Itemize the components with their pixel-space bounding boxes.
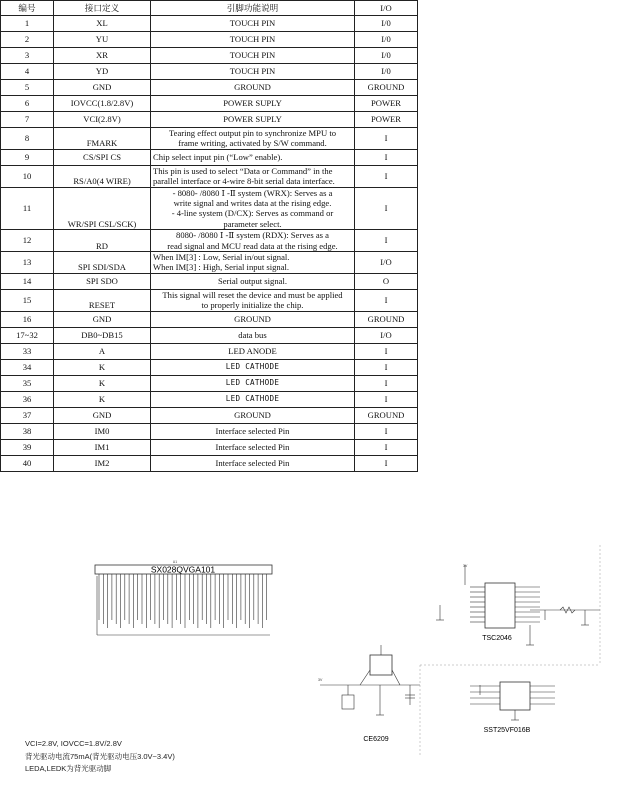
pin-description: [151, 48, 355, 64]
pin-io-type: I: [355, 343, 418, 359]
pin-io-type: I: [355, 165, 418, 187]
pin-description: [151, 64, 355, 80]
description-line: LED CATHODE: [225, 393, 280, 403]
table-row: [1, 455, 418, 471]
header-description: 引脚功能说明: [151, 1, 355, 16]
pin-io-type: I: [355, 423, 418, 439]
table-row: [1, 407, 418, 423]
description-line: - 4-line system (D/CX): Serves as command or: [171, 208, 334, 219]
pin-definition-table: [0, 0, 418, 472]
table-row: [1, 96, 418, 112]
pin-description: [151, 343, 355, 359]
pin-number: 7: [1, 112, 54, 128]
pin-interface: IM1: [54, 439, 151, 455]
table-row: [1, 48, 418, 64]
pin-description: [151, 165, 355, 187]
table-row: [1, 80, 418, 96]
description-line: This signal will reset the device and must be applied: [162, 289, 343, 300]
description-line: GROUND: [234, 409, 271, 420]
description-line: When IM[3] : Low, Serial in/out signal.: [153, 252, 290, 263]
pin-number: 15: [1, 289, 54, 311]
note-backlight-pins: LEDA,LEDK为背光驱动脚: [25, 764, 112, 773]
table-row: [1, 423, 418, 439]
pin-number: 39: [1, 439, 54, 455]
pin-io-type: I/0: [355, 32, 418, 48]
pin-number: 37: [1, 407, 54, 423]
pin-description: [151, 455, 355, 471]
pin-io-type: I/O: [355, 327, 418, 343]
table-row: [1, 32, 418, 48]
description-line: GROUND: [234, 313, 271, 324]
pin-description: [151, 187, 355, 230]
note-voltage: VCI=2.8V, IOVCC=1.8V/2.8V: [25, 739, 122, 748]
pin-io-type: I: [355, 359, 418, 375]
table-row: [1, 64, 418, 80]
notes-block: [25, 738, 175, 776]
description-line: 8080- /8080 Ⅰ -Ⅱ system (RDX): Serves as a: [176, 230, 329, 241]
pin-interface: DB0~DB15: [54, 327, 151, 343]
pin-number: 1: [1, 16, 54, 32]
pin-interface: FMARK: [54, 128, 151, 150]
pin-interface: GND: [54, 407, 151, 423]
table-row: [1, 439, 418, 455]
pin-number: 11: [1, 187, 54, 230]
pin-description: [151, 439, 355, 455]
table-header-row: [1, 1, 418, 16]
pin-description: [151, 149, 355, 165]
pin-interface: K: [54, 359, 151, 375]
pin-interface: RS/A0(4 WIRE): [54, 165, 151, 187]
flash-memory: [470, 682, 555, 734]
ce6209-label: CE6209: [363, 736, 389, 743]
pin-description: [151, 391, 355, 407]
pin-io-type: I: [355, 391, 418, 407]
pin-description: [151, 311, 355, 327]
lcd-connector: [95, 560, 272, 635]
pin-interface: K: [54, 391, 151, 407]
pin-io-type: POWER: [355, 112, 418, 128]
pin-io-type: I: [355, 455, 418, 471]
pin-description: [151, 80, 355, 96]
pin-io-type: I: [355, 187, 418, 230]
header-interface: 接口定义: [54, 1, 151, 16]
pin-interface: IOVCC(1.8/2.8V): [54, 96, 151, 112]
pin-interface: XL: [54, 16, 151, 32]
pin-io-type: I/0: [355, 48, 418, 64]
description-line: POWER SUPLY: [223, 114, 282, 125]
pin-io-type: O: [355, 273, 418, 289]
pin-io-type: I: [355, 230, 418, 252]
table-row: [1, 391, 418, 407]
description-line: POWER SUPLY: [223, 98, 282, 109]
pin-number: 40: [1, 455, 54, 471]
pin-description: [151, 112, 355, 128]
description-line: data bus: [238, 329, 267, 340]
table-row: [1, 327, 418, 343]
pin-description: [151, 359, 355, 375]
pin-number: 9: [1, 149, 54, 165]
pin-number: 5: [1, 80, 54, 96]
pin-description: [151, 375, 355, 391]
pin-interface: GND: [54, 311, 151, 327]
pin-io-type: I: [355, 439, 418, 455]
description-line: GROUND: [234, 82, 271, 93]
pin-description: [151, 252, 355, 274]
pin-io-type: GROUND: [355, 407, 418, 423]
pin-number: 2: [1, 32, 54, 48]
description-line: write signal and writes data at the rising edge.: [173, 198, 332, 209]
pin-description: [151, 273, 355, 289]
description-line: Interface selected Pin: [215, 441, 290, 452]
pin-number: 35: [1, 375, 54, 391]
table-row: [1, 112, 418, 128]
pin-interface: WR/SPI CSL/SCK): [54, 187, 151, 230]
table-row: [1, 252, 418, 274]
description-line: LED CATHODE: [225, 377, 280, 387]
table-row: [1, 149, 418, 165]
pin-number: 17~32: [1, 327, 54, 343]
description-line: When IM[3] : High, Serial input signal.: [153, 262, 290, 273]
description-line: Interface selected Pin: [215, 425, 290, 436]
pin-interface: RD: [54, 230, 151, 252]
pin-interface: XR: [54, 48, 151, 64]
pin-interface: RESET: [54, 289, 151, 311]
description-line: Chip select input pin (“Low” enable).: [153, 152, 283, 163]
table-row: [1, 273, 418, 289]
description-line: Serial output signal.: [218, 276, 287, 287]
header-no: 编号: [1, 1, 54, 16]
description-line: LED ANODE: [228, 345, 277, 356]
table-row: [1, 311, 418, 327]
pin-number: 16: [1, 311, 54, 327]
pin-io-type: I: [355, 289, 418, 311]
pin-description: [151, 289, 355, 311]
description-line: TOUCH PIN: [229, 50, 276, 61]
pin-number: 33: [1, 343, 54, 359]
svg-text:3V: 3V: [318, 678, 323, 682]
pin-io-type: GROUND: [355, 80, 418, 96]
svg-text:3V: 3V: [463, 564, 468, 568]
table-row: [1, 128, 418, 150]
description-line: parallel interface or 4-wire 8-bit serial data interface.: [153, 176, 335, 187]
note-backlight-current: 背光驱动电流75mA(背光驱动电压3.0V~3.4V): [25, 751, 175, 761]
pin-description: [151, 128, 355, 150]
connector-label: SX028QVGA101: [150, 564, 216, 575]
pin-number: 3: [1, 48, 54, 64]
pin-interface: VCI(2.8V): [54, 112, 151, 128]
pin-description: [151, 16, 355, 32]
pin-interface: CS/SPI CS: [54, 149, 151, 165]
pin-io-type: I: [355, 375, 418, 391]
pin-number: 13: [1, 252, 54, 274]
pin-interface: K: [54, 375, 151, 391]
pin-interface: SPI SDI/SDA: [54, 252, 151, 274]
table-row: [1, 187, 418, 230]
description-line: TOUCH PIN: [229, 66, 276, 77]
pin-description: [151, 230, 355, 252]
pin-number: 36: [1, 391, 54, 407]
sst25vf016b-label: SST25VF016B: [483, 727, 531, 734]
tsc2046-label: TSC2046: [482, 635, 512, 642]
pin-description: [151, 32, 355, 48]
pin-number: 6: [1, 96, 54, 112]
pin-number: 8: [1, 128, 54, 150]
pin-io-type: GROUND: [355, 311, 418, 327]
pin-interface: A: [54, 343, 151, 359]
table-row: [1, 165, 418, 187]
description-line: LED CATHODE: [225, 361, 280, 371]
pin-interface: YD: [54, 64, 151, 80]
pin-description: [151, 96, 355, 112]
pin-io-type: I: [355, 128, 418, 150]
pin-io-type: POWER: [355, 96, 418, 112]
description-line: frame writing, activated by S/W command.: [178, 138, 327, 149]
description-line: - 8080- /8080 Ⅰ -Ⅱ system (WRX): Serves as a: [172, 187, 333, 198]
description-line: TOUCH PIN: [229, 34, 276, 45]
pin-number: 12: [1, 230, 54, 252]
pin-io-type: I/0: [355, 16, 418, 32]
pin-interface: IM0: [54, 423, 151, 439]
touch-controller: [436, 564, 600, 645]
pin-description: [151, 423, 355, 439]
description-line: parameter select.: [223, 218, 282, 229]
table-row: [1, 343, 418, 359]
pin-interface: IM2: [54, 455, 151, 471]
pin-interface: GND: [54, 80, 151, 96]
pin-number: 38: [1, 423, 54, 439]
table-row: [1, 289, 418, 311]
table-row: [1, 375, 418, 391]
pin-interface: YU: [54, 32, 151, 48]
pin-description: [151, 407, 355, 423]
pin-description: [151, 327, 355, 343]
pin-interface: SPI SDO: [54, 273, 151, 289]
table-row: [1, 16, 418, 32]
table-row: [1, 230, 418, 252]
header-io: I/O: [355, 1, 418, 16]
pin-io-type: I/0: [355, 64, 418, 80]
description-line: This pin is used to select “Data or Command” in the: [153, 165, 333, 176]
description-line: Interface selected Pin: [215, 457, 290, 468]
description-line: TOUCH PIN: [229, 18, 276, 29]
pin-number: 34: [1, 359, 54, 375]
svg-text:U1: U1: [172, 560, 178, 564]
description-line: Tearing effect output pin to synchronize MPU to: [168, 128, 337, 138]
table-row: [1, 359, 418, 375]
description-line: to properly initialize the chip.: [201, 300, 304, 311]
pin-io-type: I: [355, 149, 418, 165]
pin-io-type: I/O: [355, 252, 418, 274]
pin-number: 4: [1, 64, 54, 80]
pin-number: 14: [1, 273, 54, 289]
pin-number: 10: [1, 165, 54, 187]
table-body: [1, 16, 418, 472]
description-line: read signal and MCU read data at the rising edge.: [167, 240, 338, 251]
ldo-regulator: [318, 645, 420, 743]
